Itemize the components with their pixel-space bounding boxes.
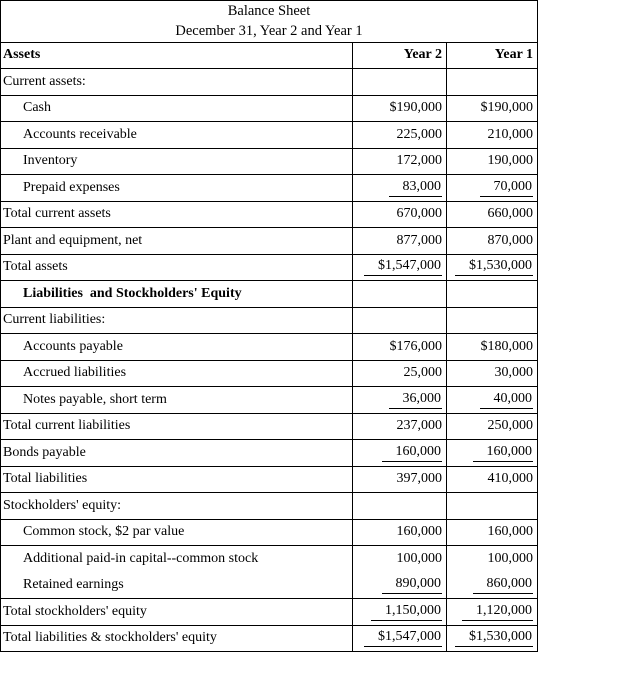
table-row bbox=[1, 413, 538, 440]
row-label: Plant and equipment, net bbox=[1, 228, 353, 255]
year1-value-cell bbox=[447, 625, 538, 652]
year2-value-cell: 160,000 bbox=[353, 519, 447, 546]
year1-value-cell bbox=[447, 440, 538, 467]
row-label: Common stock, $2 par value bbox=[1, 519, 353, 546]
year1-value-cell: 30,000 bbox=[447, 360, 538, 387]
year1-value-cell bbox=[447, 572, 538, 599]
table-row bbox=[1, 175, 538, 202]
underlined-value: 860,000 bbox=[473, 576, 534, 594]
underlined-value: $1,547,000 bbox=[364, 629, 442, 647]
row-label: Stockholders' equity: bbox=[1, 493, 353, 520]
row-label: Cash bbox=[1, 95, 353, 122]
table-row bbox=[1, 519, 538, 546]
sheet-subtitle: December 31, Year 2 and Year 1 bbox=[175, 23, 363, 40]
row-label: Inventory bbox=[1, 148, 353, 175]
year1-value-cell: 160,000 bbox=[447, 519, 538, 546]
table-row bbox=[1, 625, 538, 652]
year1-value-cell: 190,000 bbox=[447, 148, 538, 175]
row-label: Total assets bbox=[1, 254, 353, 281]
year2-value-cell: 100,000 bbox=[353, 546, 447, 573]
sheet-title-block bbox=[1, 1, 538, 43]
table-row bbox=[1, 440, 538, 467]
year1-value-cell bbox=[447, 69, 538, 96]
underlined-value: 890,000 bbox=[382, 576, 443, 594]
underlined-value: 40,000 bbox=[480, 391, 534, 409]
year2-value-cell bbox=[353, 69, 447, 96]
underlined-value: $1,530,000 bbox=[455, 258, 533, 276]
sheet-title: Balance Sheet bbox=[227, 3, 311, 19]
table-row bbox=[1, 466, 538, 493]
year2-value-cell bbox=[353, 307, 447, 334]
row-label: Total stockholders' equity bbox=[1, 599, 353, 626]
year2-value-cell: 397,000 bbox=[353, 466, 447, 493]
year2-value-cell bbox=[353, 440, 447, 467]
row-label: Current assets: bbox=[1, 69, 353, 96]
table-row bbox=[1, 360, 538, 387]
col-header-year2: Year 2 bbox=[353, 42, 447, 69]
year1-value-cell bbox=[447, 254, 538, 281]
table-row bbox=[1, 334, 538, 361]
year2-value-cell: 172,000 bbox=[353, 148, 447, 175]
underlined-value: $1,547,000 bbox=[364, 258, 442, 276]
year1-value-cell: 410,000 bbox=[447, 466, 538, 493]
table-row bbox=[1, 307, 538, 334]
year2-value-cell bbox=[353, 254, 447, 281]
row-label: Bonds payable bbox=[1, 440, 353, 467]
underlined-value: 160,000 bbox=[473, 444, 534, 462]
underlined-value: 83,000 bbox=[389, 179, 443, 197]
year2-value-cell bbox=[353, 175, 447, 202]
year1-value-cell: 100,000 bbox=[447, 546, 538, 573]
year2-value-cell: 877,000 bbox=[353, 228, 447, 255]
year1-value-cell: $190,000 bbox=[447, 95, 538, 122]
year2-value-cell: $176,000 bbox=[353, 334, 447, 361]
table-row bbox=[1, 148, 538, 175]
year1-value-cell: $180,000 bbox=[447, 334, 538, 361]
year2-value-cell bbox=[353, 387, 447, 414]
table-row bbox=[1, 599, 538, 626]
year2-value-cell: 670,000 bbox=[353, 201, 447, 228]
row-label: Total liabilities bbox=[1, 466, 353, 493]
title-row bbox=[1, 1, 538, 43]
underlined-value: $1,530,000 bbox=[455, 629, 533, 647]
col-header-assets: Assets bbox=[1, 42, 353, 69]
underlined-value: 36,000 bbox=[389, 391, 443, 409]
table-row bbox=[1, 254, 538, 281]
row-label: Total current assets bbox=[1, 201, 353, 228]
table-row bbox=[1, 95, 538, 122]
year2-value-cell: 225,000 bbox=[353, 122, 447, 149]
year2-value-cell bbox=[353, 281, 447, 308]
row-label: Accounts receivable bbox=[1, 122, 353, 149]
row-label: Accounts payable bbox=[1, 334, 353, 361]
column-header-row bbox=[1, 42, 538, 69]
year1-value-cell bbox=[447, 387, 538, 414]
year1-value-cell bbox=[447, 307, 538, 334]
year1-value-cell: 210,000 bbox=[447, 122, 538, 149]
row-label: Total current liabilities bbox=[1, 413, 353, 440]
year2-value-cell bbox=[353, 493, 447, 520]
year1-value-cell: 660,000 bbox=[447, 201, 538, 228]
underlined-value: 160,000 bbox=[382, 444, 443, 462]
table-row bbox=[1, 69, 538, 96]
row-label: Additional paid-in capital--common stock bbox=[1, 546, 353, 573]
sheet-body bbox=[1, 69, 538, 652]
year2-value-cell bbox=[353, 599, 447, 626]
table-row bbox=[1, 546, 538, 573]
row-label: Total liabilities & stockholders' equity bbox=[1, 625, 353, 652]
row-label: Liabilities and Stockholders' Equity bbox=[1, 281, 353, 308]
year2-value-cell bbox=[353, 572, 447, 599]
year2-value-cell: 25,000 bbox=[353, 360, 447, 387]
row-label: Accrued liabilities bbox=[1, 360, 353, 387]
table-row bbox=[1, 201, 538, 228]
table-row bbox=[1, 122, 538, 149]
row-label: Retained earnings bbox=[1, 572, 353, 599]
year1-value-cell bbox=[447, 175, 538, 202]
underlined-value: 1,150,000 bbox=[371, 603, 442, 621]
table-row bbox=[1, 228, 538, 255]
underlined-value: 1,120,000 bbox=[462, 603, 533, 621]
year1-value-cell bbox=[447, 281, 538, 308]
col-header-year1: Year 1 bbox=[447, 42, 538, 69]
year1-value-cell: 870,000 bbox=[447, 228, 538, 255]
year1-value-cell: 250,000 bbox=[447, 413, 538, 440]
year2-value-cell: 237,000 bbox=[353, 413, 447, 440]
table-row bbox=[1, 281, 538, 308]
underlined-value: 70,000 bbox=[480, 179, 534, 197]
row-label: Prepaid expenses bbox=[1, 175, 353, 202]
row-label: Current liabilities: bbox=[1, 307, 353, 334]
year2-value-cell bbox=[353, 625, 447, 652]
year1-value-cell bbox=[447, 493, 538, 520]
row-label: Notes payable, short term bbox=[1, 387, 353, 414]
table-row bbox=[1, 387, 538, 414]
table-row bbox=[1, 572, 538, 599]
table-row bbox=[1, 493, 538, 520]
year2-value-cell: $190,000 bbox=[353, 95, 447, 122]
year1-value-cell bbox=[447, 599, 538, 626]
